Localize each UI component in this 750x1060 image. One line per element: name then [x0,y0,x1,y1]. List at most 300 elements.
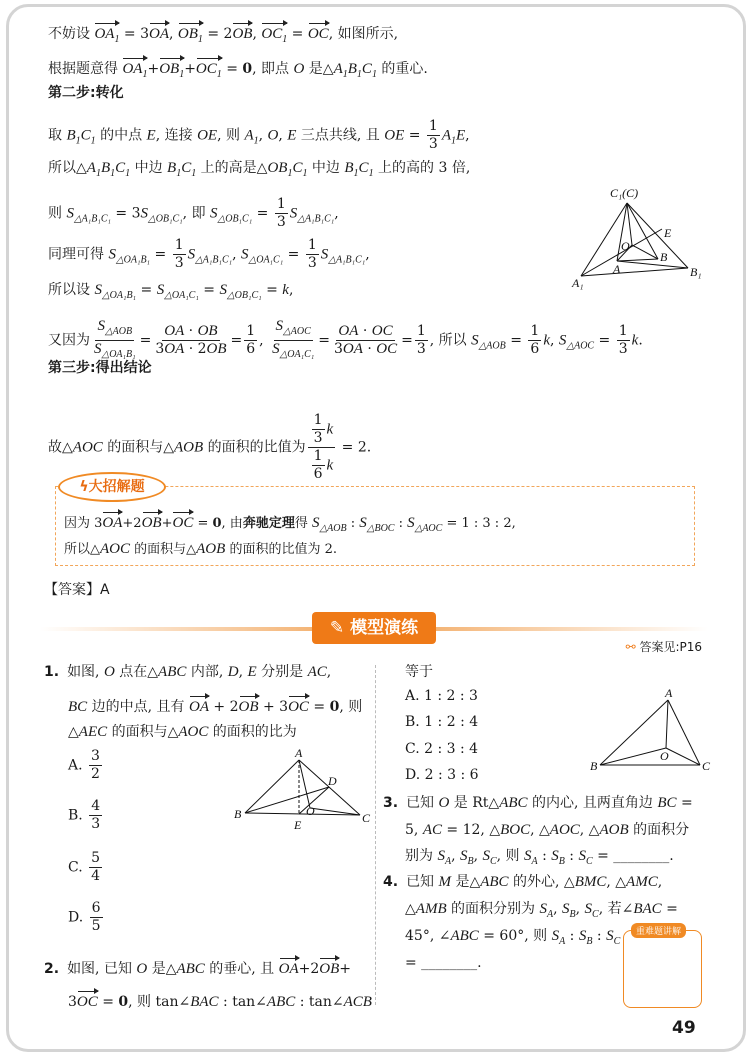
text-run: · [362,341,377,357]
math-var: C [80,127,91,144]
subscript: 1 [368,168,374,179]
math-var: S [606,928,614,944]
question-text [68,722,297,742]
math-var: A [441,127,451,144]
text-run: = [283,246,304,263]
subscript: 1 [95,168,101,179]
math-var: S [551,928,560,944]
banner-rule [40,627,312,631]
math-var: OC [376,341,398,357]
math-var: ABC [499,795,528,811]
subscript: 1 [110,168,116,179]
text-run: : [564,848,579,864]
text-run: , [473,848,483,864]
text-run: : tan∠ [218,994,267,1010]
text-run: : [592,928,607,944]
math-var: S [66,205,74,222]
text-run: 是△ [304,61,334,77]
text-run: 3 [428,136,438,152]
math-var: B [66,127,76,144]
text-run: , [334,205,339,222]
math-var: S [210,205,218,222]
math-var: S [539,901,548,917]
text-run: 同理可得 [48,246,109,263]
text-run: , 则 [217,127,245,144]
text-run: = 60°, 则 [478,928,552,944]
option-b[interactable]: B. $\frac{4}{3}$ [68,798,101,832]
math-var: S [551,848,559,864]
math-var: S [94,282,102,298]
math-var: S [524,848,532,864]
text-run: 等于 [405,664,433,680]
text-run: 3 [618,341,628,357]
text-run: 的内心, 且两直角边 [527,795,658,811]
question-text [405,926,620,952]
math-var: ABC [480,874,509,890]
math-var: S [289,205,298,222]
vector: $OA_1$ [122,55,147,85]
text-run: 3 [416,341,426,357]
subscript: A [547,909,554,920]
math-var: C [358,160,369,176]
text-run: 是 Rt△ [449,795,500,811]
math-var: C [115,160,126,176]
subscript: △OA₁B₁ [101,349,136,360]
section-banner [312,612,436,644]
text-run: , [451,848,460,864]
subscript: 1 [142,69,148,80]
subscript: △AOB [319,523,347,534]
math-var: AOC [549,822,580,838]
label-a: A [613,262,621,276]
subscript: 1 [197,34,203,45]
text-run: 点在△ [114,664,159,680]
math-var: OC [371,323,393,339]
step-2-heading: 第二步:转化 [48,85,124,101]
bold-text: 0 [329,699,340,715]
math-var: AOB [599,822,629,838]
vector: OA [149,20,169,44]
subscript: 1 [191,168,197,179]
text-run: 则 [48,205,67,222]
math-var: OA [338,323,359,339]
text-run: 的面积的比值为 2. [225,542,337,557]
label-o: O [306,804,315,818]
vector: $OC_1$ [196,55,222,85]
text-run: = [505,332,527,349]
label-c: C [702,759,711,773]
math-var: S [359,515,367,531]
math-var: O [438,795,450,811]
subscript: △AOC [566,340,595,352]
text-run: , [575,901,585,917]
subscript: 1 [114,34,120,45]
text-run: , [169,26,178,42]
math-var: S [140,205,149,222]
text-run: + 2 [208,699,239,715]
vector: OC [308,20,329,44]
text-run: , [553,901,563,917]
subscript: △OA₁C₁ [279,349,315,360]
subscript: C [585,856,593,867]
subscript: C [489,856,497,867]
math-var: S [459,848,468,864]
page-number: 49 [672,1018,696,1038]
label-c1: C₁(C) [610,186,639,200]
text-run: , [232,246,242,263]
label-b1: B₁ [690,265,702,279]
trick-badge-label: 大招解题 [88,479,145,495]
math-var: B [344,160,354,176]
subscript: C [592,909,599,920]
text-run: 所以设 [48,282,95,298]
question-3 [383,793,693,813]
label-a: A [295,746,303,760]
math-var: B [347,61,357,77]
subscript: 1 [282,34,288,45]
text-run: 的面积的比为 [208,724,297,740]
text-run: 得 [294,516,312,531]
question-text [406,874,662,890]
math-var: O [136,961,148,977]
text-run: 别为 [405,848,438,864]
notes-box [623,930,702,1008]
text-run: : [537,848,552,864]
text-run: 的面积与△ [107,724,179,740]
subscript: B [586,936,593,947]
text-run: , △ [530,822,550,838]
subscript: △A₁B₁C₁ [297,213,335,225]
text-run: 中边 [307,160,345,176]
math-var: O [103,664,115,680]
option-c[interactable]: C. $\frac{5}{4}$ [68,850,101,884]
math-var: OB [206,341,227,357]
subscript: 1 [90,135,96,147]
text-run: 取 [48,127,67,144]
subscript: 1 [371,69,377,80]
math-var: k [631,332,639,349]
link-icon: ⚯ [625,640,640,654]
math-var: ACB [343,994,372,1010]
vector: OA [189,693,209,717]
math-var: OE [384,127,405,144]
subscript: B [467,856,474,867]
text-run: 的中点 [95,127,147,144]
subscript: 1 [302,168,308,179]
math-var: BAC [190,994,219,1010]
subscript: 1 [176,168,182,179]
text-run: 1 [313,448,323,464]
math-var: BC [657,795,677,811]
text-run: 不妨设 [48,26,95,42]
column-divider [375,665,376,1005]
text-run: = [261,282,283,298]
lightning-icon: ϟ [79,479,89,495]
math-var: AOC [178,724,209,740]
text-run: = [230,332,243,349]
text-run: 6 [530,341,540,357]
subscript: B [558,856,565,867]
option-d[interactable]: D. $\frac{6}{5}$ [68,900,101,934]
notes-label: 重难题讲解 [631,923,686,938]
text-run: 根据题意得 [48,61,123,77]
text-run: 3 [307,255,317,271]
text-run: = [97,994,119,1010]
math-var: S [187,246,196,263]
option-a[interactable]: A. $\frac{3}{2}$ [68,748,100,782]
trick-line [64,509,516,539]
text-run: 6 [313,466,323,482]
text-run: 的面积与△ [102,439,174,456]
text-run: = [150,246,171,263]
math-var: BOC [500,822,531,838]
math-var: OA [164,341,185,357]
label-o: O [621,239,630,253]
math-var: AOC [100,541,130,557]
subscript: 1 [75,135,81,147]
subscript: △OA₁C₁ [248,254,284,266]
text-run: 1 [276,196,286,212]
vector: OB [239,693,259,717]
question-number: 2. [44,961,60,977]
math-var: S [578,848,586,864]
text-run: · [358,323,372,339]
math-var: C [292,160,303,176]
math-var: OA [164,323,185,339]
text-run: 的面积的比值为 [203,439,306,456]
text-run: △ [68,724,79,740]
text-run: , △ [606,874,627,890]
subscript: 1 [342,69,348,80]
text-run: 的面积分别为 [446,901,540,917]
subscript: A [559,936,566,947]
text-run: = 12, △ [441,822,501,838]
subscript: △OB₁C₁ [226,290,262,301]
text-run: 已知 [406,874,439,890]
text-run: 的面积与△ [130,542,197,557]
math-var: k [326,421,334,438]
text-run: = 3 [119,26,149,42]
text-run: = ________. [405,955,482,971]
answer-reference-text: 答案见:P16 [639,640,702,654]
text-run: 如图, 已知 [67,961,137,977]
question-number: 3. [383,795,399,811]
text-run: , [252,26,262,42]
question-text [67,664,331,680]
math-var: S [241,246,249,263]
text-run: 的垂心, 且 [204,961,279,977]
text-run: = [661,901,678,917]
math-var: E [455,127,466,144]
vector: OC [172,509,193,533]
trick-box [55,486,695,566]
math-var: S [562,901,570,917]
text-run: , 若∠ [598,901,634,917]
subscript: 1 [356,69,362,80]
subscript: △A₁B₁C₁ [328,254,366,266]
text-run: , [365,246,370,263]
text-run: = [198,282,220,298]
text-run: = [318,332,330,349]
math-var: AOB [174,439,204,456]
text-run: = [139,332,152,349]
subscript: 1 [353,168,359,179]
math-var: S [275,318,284,334]
text-run: 所以△ [64,542,100,557]
math-var: B [167,160,177,176]
text-run: , 即 [182,205,211,222]
option-c[interactable]: C. 2 : 3 : 4 [405,741,479,757]
text-run: · [184,323,198,339]
text-run: : [346,516,360,531]
text-run: + [147,61,160,77]
math-var: BAC [633,901,662,917]
text-run: 3 [276,214,286,230]
step-3-heading: 第三步:得出结论 [48,360,152,376]
math-var: AC [307,664,327,680]
text-run: + 3 [258,699,289,715]
text-run: = 2. [337,439,372,456]
text-run: 故△ [48,439,73,456]
text-run: 中边 [130,160,168,176]
text-run: 5, [405,822,423,838]
math-var: k [326,457,334,474]
option-b[interactable]: B. 1 : 2 : 4 [405,714,479,730]
label-b: B [660,250,668,264]
math-var: S [558,332,567,349]
subscript: △A₁B₁C₁ [195,254,233,266]
text-run: 分别是 [256,664,308,680]
math-var: S [578,928,587,944]
bold-text: 0 [212,516,222,531]
question-text [405,820,689,840]
text-run: = [193,516,213,531]
subscript: A [444,856,452,867]
text-run: 1 [618,323,628,339]
math-var: C [181,160,192,176]
math-var: E [287,127,297,144]
subscript: 1 [216,69,222,80]
subscript: 1 [450,135,456,147]
question-text [67,961,351,977]
text-run: 1 [530,323,540,339]
vector: OC [288,693,309,717]
text-run: : [565,928,579,944]
q1-figure [245,760,360,815]
text-run: 上的高是△ [196,160,268,176]
text-run: 6 [246,341,256,357]
math-var: AC [422,822,442,838]
text-run: = [221,61,243,77]
text-run: + [339,961,352,977]
text-run: 是△ [147,961,177,977]
text-run: 已知 [406,795,439,811]
text-run: , [259,332,269,349]
math-var: S [108,246,116,263]
question-text [405,953,482,973]
vector: $OB_1$ [159,55,184,85]
math-var: ABC [158,664,187,680]
text-run: △ [405,901,416,917]
text-run: = 1 : 3 : 2, [442,516,516,531]
bold-text: 0 [242,61,253,77]
math-var: C [361,61,372,77]
vector: OC [77,988,98,1012]
text-run: , [288,282,294,298]
answer-line: 【答案】A [44,582,110,598]
text-run: , 连接 [155,127,198,144]
math-var: OA [342,341,363,357]
question-4 [383,872,662,892]
text-run: , 则 tan∠ [128,994,191,1010]
math-var: OB [197,323,218,339]
subscript: 1 [287,168,293,179]
subscript: △OA₁B₁ [101,290,137,301]
text-run: , 则 [339,699,363,715]
tetrahedron-figure [581,203,688,276]
subscript: △OB₁C₁ [148,213,183,225]
text-run: 3 [333,341,343,357]
text-run: 是△ [451,874,481,890]
question-text [405,846,674,872]
math-var: ABC [450,928,479,944]
math-var: O [267,127,279,144]
math-var: ABC [266,994,296,1010]
subscript: C [613,936,621,947]
math-var: k [282,282,289,298]
text-run: 1 [174,237,184,253]
math-var: AMB [415,901,447,917]
option-d[interactable]: D. 2 : 3 : 6 [405,767,479,783]
subscript: A [531,856,538,867]
text-run: = [308,699,330,715]
math-var: BMC [574,874,607,890]
vector: $OB_1$ [178,20,203,50]
question-number: 4. [383,874,399,890]
text-run: 如图, [67,664,104,680]
math-var: S [272,341,280,357]
banner-rule [436,627,708,631]
math-var: S [437,848,445,864]
math-var: S [156,282,165,298]
text-run: = 2 [202,26,233,42]
math-var: OB [267,160,288,176]
text-run: , [326,664,332,680]
subscript: △AOC [414,523,443,534]
vector: $OA_1$ [94,20,119,50]
option-a[interactable]: A. 1 : 2 : 3 [405,688,478,704]
text-run: , [278,127,288,144]
label-e: E [664,226,672,240]
text-run: , 所以 [429,332,472,349]
label-b: B [234,807,242,821]
subscript: △OA₁B₁ [115,254,151,266]
math-var: A [244,127,254,144]
text-run: 所以△ [48,160,87,176]
label-a1: A₁ [572,276,584,290]
text-run: , [465,127,470,144]
bold-text: 奔驰定理 [242,516,295,531]
text-run: = [252,205,273,222]
math-var: BC [68,699,88,715]
text-run: , 由 [221,516,243,531]
math-var: S [407,515,415,531]
text-run: , 如图所示, [328,26,399,42]
text-run: 1 [416,323,426,339]
pencil-icon: ✎ [329,618,351,638]
subscript: △A₁B₁C₁ [73,213,111,225]
label-d: D [328,774,337,788]
